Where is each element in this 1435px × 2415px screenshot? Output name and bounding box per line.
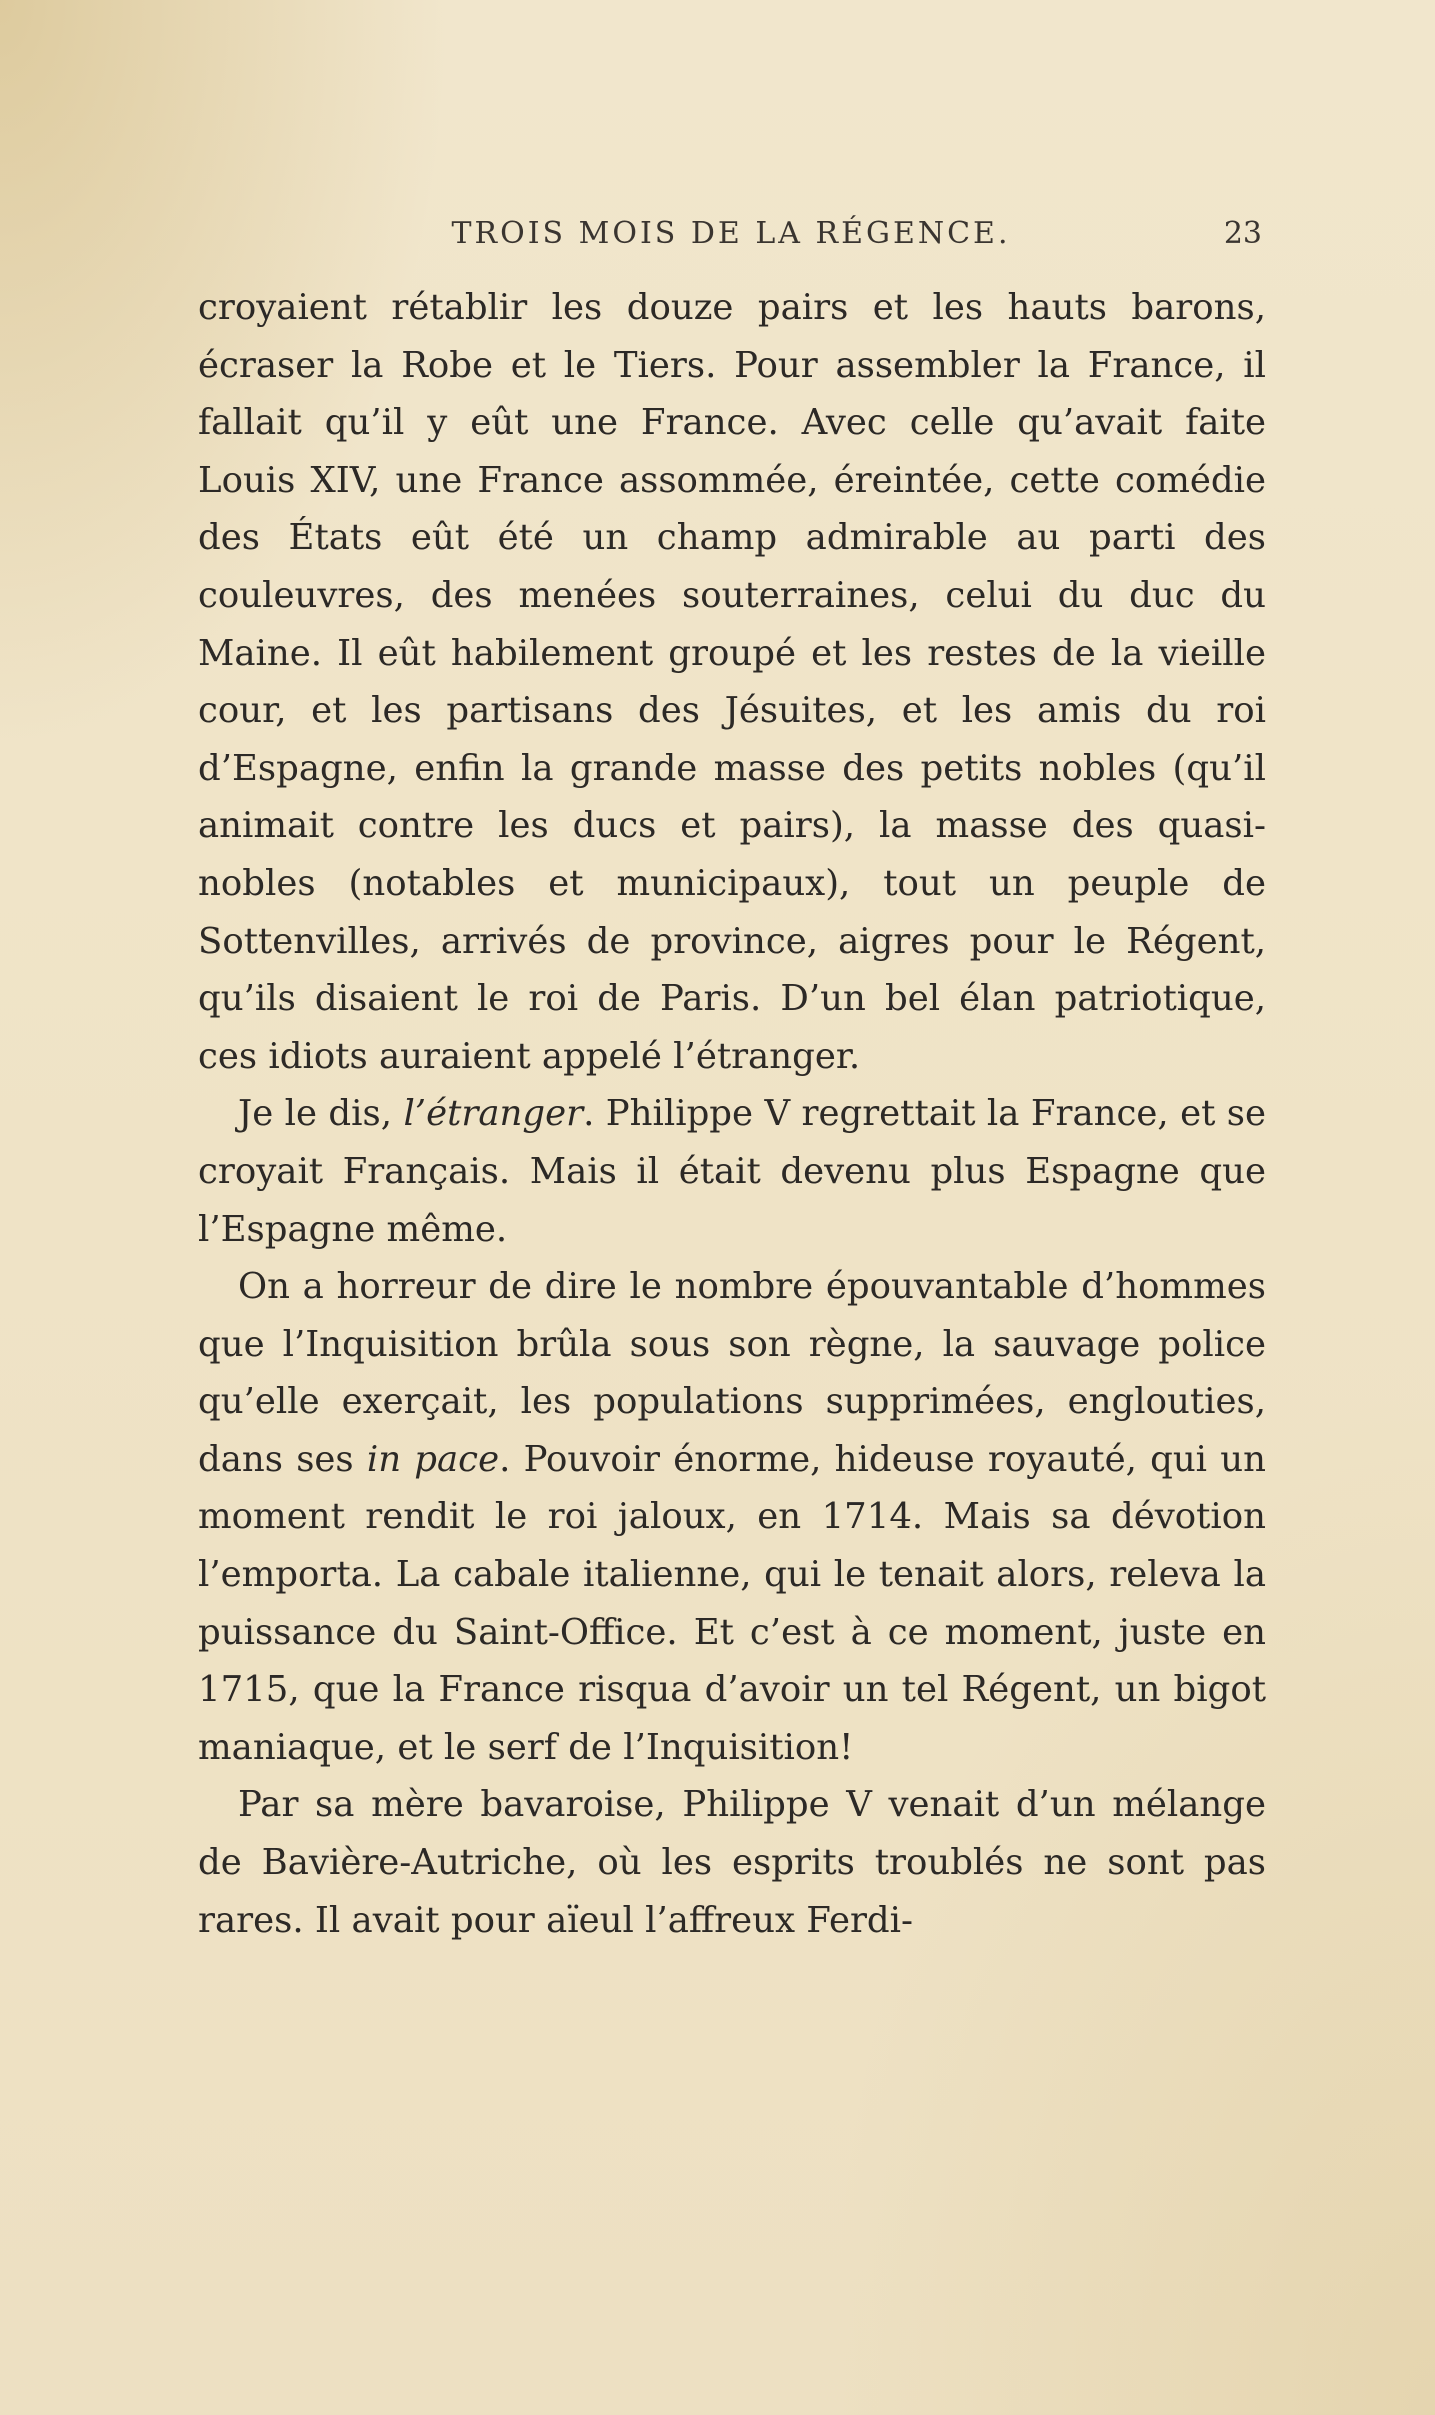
paragraph-2-before: Je le dis, <box>238 1093 404 1135</box>
body-text <box>198 279 1266 1949</box>
paragraph-3-before: On a horreur de dire le nombre épouvantable d’hommes que l’Inquisition brûla sous son règne, la sauvage police qu’elle exerçait, les populations supprimées, englouties, dans ses <box>198 1266 1266 1480</box>
paragraph-1: croyaient rétablir les douze pairs et les hauts barons, écraser la Robe et le Tiers. Pour assembler la France, il fallait qu’il y eût une France. Avec celle qu’avait faite Louis XIV, une France assommée, éreintée, cette comédie des États eût été un champ admirable au parti des couleuvres, des menées souterraines, celui du duc du Maine. Il eût habilement groupé et les restes de la vieille cour, et les partisans des Jésuites, et les amis du roi d’Espagne, enfin la grande masse des petits nobles (qu’il animait contre les ducs et pairs), la masse des quasi-nobles (notables et municipaux), tout un peuple de Sottenvilles, arrivés de province, aigres pour le Régent, qu’ils disaient le roi de Paris. D’un bel élan patriotique, ces idiots auraient appelé l’étranger. <box>198 287 1266 1077</box>
page-header <box>200 212 1262 256</box>
italic-in-pace: in pace <box>366 1438 500 1480</box>
paragraph-2-after: . Philippe V regrettait la France, et se croyait Français. Mais il était devenu plus Espagne que l’Espagne même. <box>198 1093 1266 1250</box>
paragraph-2 <box>198 1085 1266 1258</box>
paragraph-4: Par sa mère bavaroise, Philippe V venait d’un mélange de Bavière-Autriche, où les esprits troublés ne sont pas rares. Il avait pour aïeul l’affreux Ferdi- <box>198 1784 1266 1941</box>
page-number: 23 <box>1223 216 1262 251</box>
paragraph-3-after: . Pouvoir énorme, hideuse royauté, qui un moment rendit le roi jaloux, en 1714. Mais sa dévotion l’emporta. La cabale italienne, qui le tenait alors, releva la puissance du Saint-Office. Et c’est à ce moment, juste en 1715, que la France risqua d’avoir un tel Régent, un bigot maniaque, et le serf de l’Inquisition! <box>198 1438 1266 1768</box>
running-title: TROIS MOIS DE LA RÉGENCE. <box>451 216 1011 251</box>
paragraph-3 <box>198 1258 1266 1776</box>
italic-etranger: l’étranger <box>403 1093 584 1135</box>
